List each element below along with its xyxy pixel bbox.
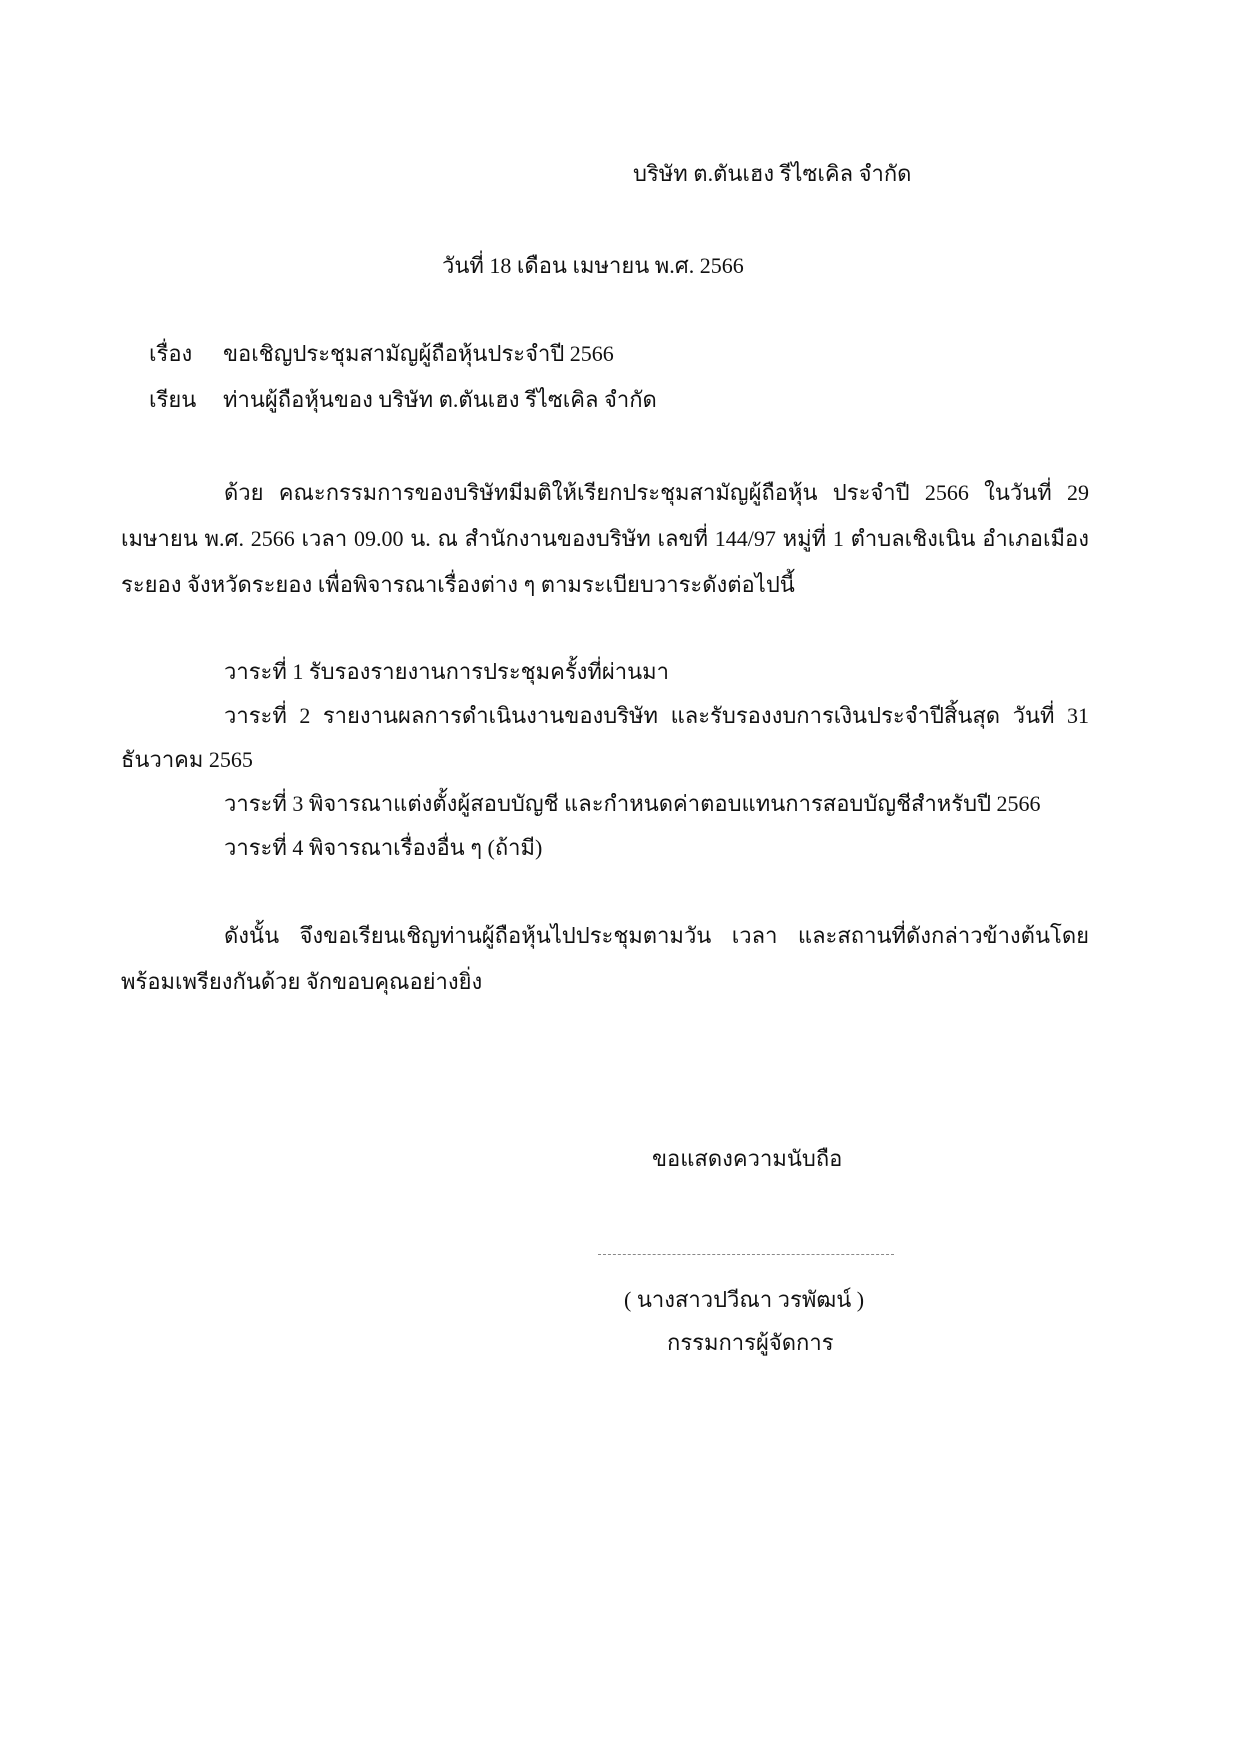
subject-text: ขอเชิญประชุมสามัญผู้ถือหุ้นประจำปี 2566: [223, 341, 614, 366]
letter-date: วันที่ 18 เดือน เมษายน พ.ศ. 2566: [442, 253, 744, 278]
closing-phrase: ขอแสดงความนับถือ: [652, 1146, 843, 1171]
signatory-name: ( นางสาวปวีณา วรพัฒน์ ): [624, 1287, 865, 1312]
agenda-item-3: วาระที่ 3 พิจารณาแต่งตั้งผู้สอบบัญชี และกำหนดค่าตอบแทนการสอบบัญชีสำหรับปี 2566: [224, 791, 1041, 816]
signatory-title: กรรมการผู้จัดการ: [667, 1330, 834, 1355]
signature-line: [598, 1254, 894, 1255]
recipient-label: เรียน: [149, 387, 197, 412]
agenda-item-2: วาระที่ 2 รายงานผลการดำเนินงานของบริษัท และรับรองงบการเงินประจำปีสิ้นสุด วันที่ 31 ธันวาคม 2565: [121, 703, 1089, 772]
subject-label: เรื่อง: [149, 341, 193, 366]
agenda-item-1: วาระที่ 1 รับรองรายงานการประชุมครั้งที่ผ่านมา: [224, 659, 670, 684]
agenda-list: [121, 650, 1089, 870]
conclusion-paragraph: ดังนั้น จึงขอเรียนเชิญท่านผู้ถือหุ้นไปประชุมตามวัน เวลา และสถานที่ดังกล่าวข้างต้นโดยพร้อมเพรียงกันด้วย จักขอบคุณอย่างยิ่ง: [121, 923, 1089, 994]
company-name: บริษัท ต.ตันเฮง รีไซเคิล จำกัด: [633, 161, 912, 186]
intro-paragraph: ด้วย คณะกรรมการของบริษัทมีมติให้เรียกประชุมสามัญผู้ถือหุ้น ประจำปี 2566 ในวันที่ 29 เมษายน พ.ศ. 2566 เวลา 09.00 น. ณ สำนักงานของบริษัท เลขที่ 144/97 หมู่ที่ 1 ตำบลเชิงเนิน อำเภอเมือง ระยอง จังหวัดระยอง เพื่อพิจารณาเรื่องต่าง ๆ ตามระเบียบวาระดังต่อไปนี้: [121, 480, 1089, 597]
agenda-item-4: วาระที่ 4 พิจารณาเรื่องอื่น ๆ (ถ้ามี): [224, 835, 543, 860]
recipient-text: ท่านผู้ถือหุ้นของ บริษัท ต.ตันเฮง รีไซเคิล จำกัด: [223, 387, 657, 412]
